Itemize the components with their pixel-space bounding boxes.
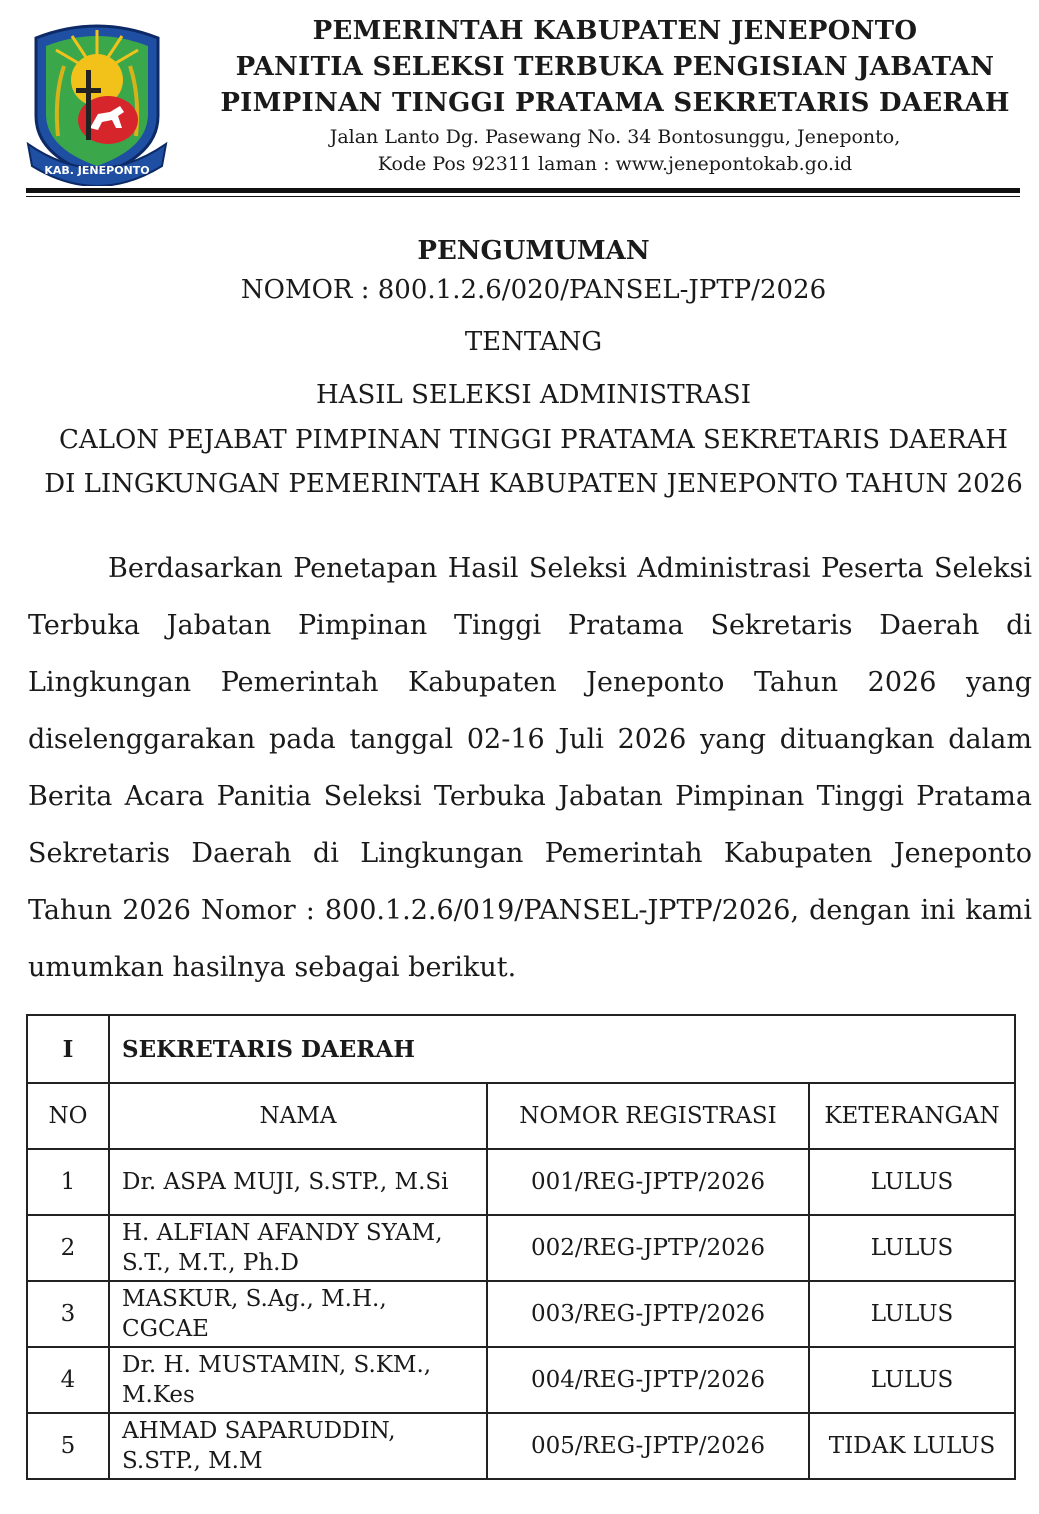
- row-number: 1: [27, 1149, 109, 1215]
- row-name-line-1: Dr. H. MUSTAMIN, S.KM.,: [122, 1352, 432, 1378]
- letterhead-address-1: Jalan Lanto Dg. Pasewang No. 34 Bontosunggu, Jeneponto,: [329, 126, 901, 148]
- letterhead: [0, 0, 1039, 200]
- row-name: [109, 1347, 487, 1413]
- row-registration: 001/REG-JPTP/2026: [487, 1149, 809, 1215]
- row-name-line-2: M.Kes: [122, 1382, 195, 1408]
- row-remarks: TIDAK LULUS: [809, 1413, 1015, 1479]
- row-name-line-1: MASKUR, S.Ag., M.H., CGCAE: [122, 1286, 387, 1342]
- row-remarks: LULUS: [809, 1215, 1015, 1281]
- table-header-row: [27, 1083, 1015, 1149]
- row-name-line-1: AHMAD SAPARUDDIN,: [122, 1418, 396, 1444]
- row-name: [109, 1215, 487, 1281]
- announcement-subject-2: CALON PEJABAT PIMPINAN TINGGI PRATAMA SEKRETARIS DAERAH: [59, 425, 1008, 455]
- row-registration: 002/REG-JPTP/2026: [487, 1215, 809, 1281]
- row-number: 4: [27, 1347, 109, 1413]
- section-number: I: [27, 1015, 109, 1083]
- row-remarks: LULUS: [809, 1281, 1015, 1347]
- row-number: 5: [27, 1413, 109, 1479]
- row-name-line-2: S.STP., M.M: [122, 1448, 263, 1474]
- letterhead-line-2: PANITIA SELEKSI TERBUKA PENGISIAN JABATAN: [235, 52, 995, 82]
- section-title: SEKRETARIS DAERAH: [109, 1015, 1015, 1083]
- row-name-line-2: S.T., M.T., Ph.D: [122, 1250, 299, 1276]
- header-registration: NOMOR REGISTRASI: [487, 1083, 809, 1149]
- row-remarks: LULUS: [809, 1347, 1015, 1413]
- header-no: NO: [27, 1083, 109, 1149]
- table-row: [27, 1215, 1015, 1281]
- letterhead-line-1: PEMERINTAH KABUPATEN JENEPONTO: [312, 16, 918, 46]
- table-section-row: [27, 1015, 1015, 1083]
- row-name: [109, 1413, 487, 1479]
- letterhead-line-3: PIMPINAN TINGGI PRATAMA SEKRETARIS DAERAH: [220, 88, 1010, 118]
- table-row: [27, 1413, 1015, 1479]
- table-row: [27, 1281, 1015, 1347]
- body-paragraph: Berdasarkan Penetapan Hasil Seleksi Administrasi Peserta Seleksi Terbuka Jabatan Pimpinan Tinggi Pratama Sekretaris Daerah di Lingkungan Pemerintah Kabupaten Jeneponto Tahun 2026 yang diselenggarakan pada tanggal 02-16 Juli 2026 yang dituangkan dalam Berita Acara Panitia Seleksi Terbuka Jabatan Pimpinan Tinggi Pratama Sekretaris Daerah di Lingkungan Pemerintah Kabupaten Jeneponto Tahun 2026 Nomor : 800.1.2.6/019/PANSEL-JPTP/2026, dengan ini kami umumkan hasilnya sebagai berikut.: [28, 553, 1032, 983]
- row-name: [109, 1281, 487, 1347]
- announcement-subject-1: HASIL SELEKSI ADMINISTRASI: [316, 380, 751, 410]
- row-name-line-1: Dr. ASPA MUJI, S.STP., M.Si: [122, 1169, 449, 1195]
- letterhead-divider-thick: [26, 188, 1020, 193]
- row-name-line-1: H. ALFIAN AFANDY SYAM,: [122, 1220, 443, 1246]
- table-row: [27, 1347, 1015, 1413]
- announcement-subject-3: DI LINGKUNGAN PEMERINTAH KABUPATEN JENEPONTO TAHUN 2026: [44, 469, 1023, 499]
- row-number: 3: [27, 1281, 109, 1347]
- header-name: NAMA: [109, 1083, 487, 1149]
- row-number: 2: [27, 1215, 109, 1281]
- row-registration: 005/REG-JPTP/2026: [487, 1413, 809, 1479]
- announcement-title: PENGUMUMAN: [417, 236, 650, 266]
- announcement-about: TENTANG: [464, 327, 603, 357]
- emblem-ribbon-text: KAB. JENEPONTO: [44, 164, 150, 177]
- table-row: [27, 1149, 1015, 1215]
- header-remarks: KETERANGAN: [809, 1083, 1015, 1149]
- row-name: [109, 1149, 487, 1215]
- announcement-number: NOMOR : 800.1.2.6/020/PANSEL-JPTP/2026: [240, 275, 827, 305]
- letterhead-divider-thin: [26, 196, 1020, 197]
- jeneponto-emblem-icon: [24, 16, 170, 186]
- row-registration: 003/REG-JPTP/2026: [487, 1281, 809, 1347]
- row-registration: 004/REG-JPTP/2026: [487, 1347, 809, 1413]
- results-table: [26, 1014, 1016, 1480]
- letterhead-address-2: Kode Pos 92311 laman : www.jenepontokab.go.id: [377, 153, 853, 175]
- row-remarks: LULUS: [809, 1149, 1015, 1215]
